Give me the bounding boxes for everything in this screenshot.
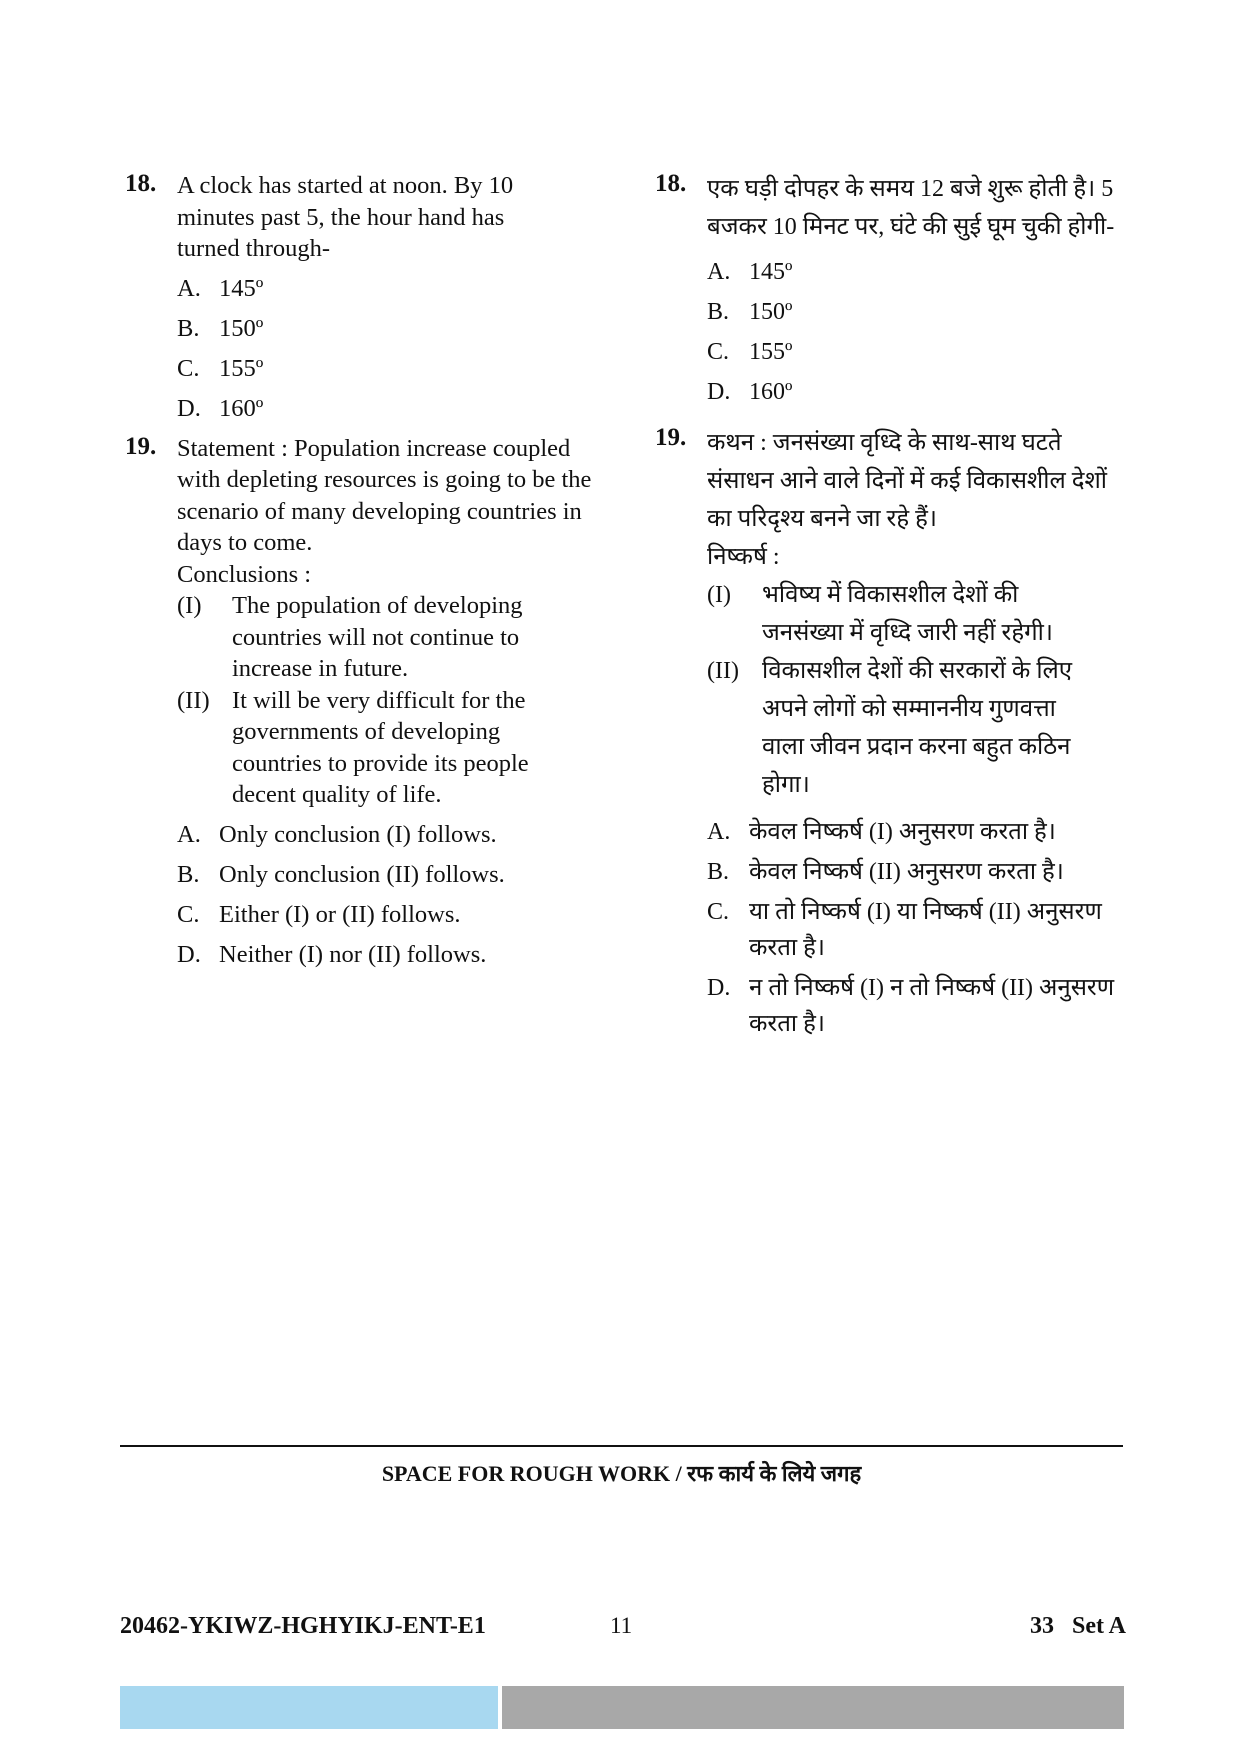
options-list xyxy=(707,814,1125,1042)
question-19-en xyxy=(125,433,615,970)
question-number: 19. xyxy=(655,424,687,451)
option-b: B. Only conclusion (II) follows. xyxy=(177,860,505,888)
option-a: A. केवल निष्कर्ष (I) अनुसरण करता है। xyxy=(707,819,1056,845)
hindi-column xyxy=(655,170,1125,1046)
option-a: A. 145º xyxy=(707,259,793,285)
option-c: C. 155º xyxy=(707,339,793,365)
statement-text: कथन : जनसंख्या वृध्दि के साथ-साथ घटते संसाधन आने वाले दिनों में कई विकासशील देशों का परिदृश्य बनने जा रहे हैं। xyxy=(707,430,1108,532)
booklet-code: 20462-YKIWZ-HGHYIKJ-ENT-E1 xyxy=(120,1613,486,1639)
option-d: D. न तो निष्कर्ष (I) न तो निष्कर्ष (II) अनुसरण करता है। xyxy=(707,975,1115,1037)
page-number: 11 xyxy=(610,1613,633,1638)
question-18-hi xyxy=(655,170,1125,410)
option-a: A. 145º xyxy=(177,274,264,302)
english-column xyxy=(125,170,615,979)
option-b: B. केवल निष्कर्ष (II) अनुसरण करता है। xyxy=(707,859,1064,885)
footer-bar-left xyxy=(120,1686,498,1729)
statement-text: Statement : Population increase coupled with depleting resources is going to be the scenario of many developing countries in days to come. xyxy=(177,434,592,556)
option-d: D. 160º xyxy=(707,379,793,405)
set-label: 33 Set A xyxy=(1030,1613,1126,1639)
rough-work-divider xyxy=(120,1445,1123,1447)
conclusions-label: Conclusions : xyxy=(177,560,312,588)
option-d: D. Neither (I) nor (II) follows. xyxy=(177,940,487,968)
conclusion-1: (I) भविष्य में विकासशील देशों की जनसंख्या में वृध्दि जारी नहीं रहेगी। xyxy=(707,582,1053,646)
options-list xyxy=(177,273,615,424)
conclusion-1: (I) The population of developing countries will not continue to increase in future. xyxy=(177,592,523,682)
option-b: B. 150º xyxy=(177,314,264,342)
conclusions-label: निष्कर्ष : xyxy=(707,544,780,570)
option-d: D. 160º xyxy=(177,394,264,422)
option-c: C. 155º xyxy=(177,354,264,382)
question-number: 18. xyxy=(655,170,687,197)
rough-work-heading: SPACE FOR ROUGH WORK / रफ कार्य के लिये जगह xyxy=(381,1461,862,1486)
option-c: C. या तो निष्कर्ष (I) या निष्कर्ष (II) अनुसरण करता है। xyxy=(707,899,1102,961)
question-text: A clock has started at noon. By 10 minutes past 5, the hour hand has turned through- xyxy=(177,172,514,262)
question-text: एक घड़ी दोपहर के समय 12 बजे शुरू होती है। 5 बजकर 10 मिनट पर, घंटे की सुई घूम चुकी होगी- xyxy=(707,176,1115,240)
question-number: 18. xyxy=(125,170,157,197)
options-list xyxy=(177,819,615,970)
conclusion-2: (II) विकासशील देशों की सरकारों के लिए अपने लोगों को सम्माननीय गुणवत्ता वाला जीवन प्रदान करना बहुत कठिन होगा। xyxy=(707,658,1073,798)
question-number: 19. xyxy=(125,432,157,460)
question-18-en xyxy=(125,170,615,424)
question-19-hi xyxy=(655,424,1125,1042)
option-b: B. 150º xyxy=(707,299,793,325)
option-c: C. Either (I) or (II) follows. xyxy=(177,900,461,928)
options-list xyxy=(707,254,1125,410)
footer-bar-right xyxy=(502,1686,1124,1729)
option-a: A. Only conclusion (I) follows. xyxy=(177,820,497,848)
conclusion-2: (II) It will be very difficult for the governments of developing countries to provide its people decent quality of life. xyxy=(177,686,529,808)
